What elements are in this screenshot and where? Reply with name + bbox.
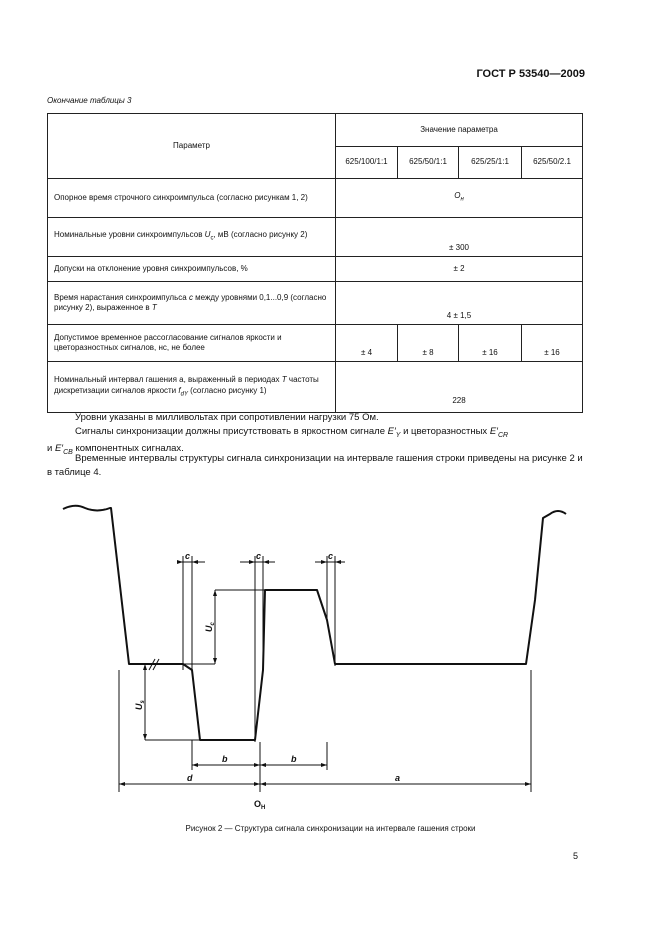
value-cell: ± 300 [336,218,583,257]
table-row [48,282,583,325]
table-row [48,325,583,362]
param-cell: Допустимое временное рассогласование сигналов яркости и цветоразностных сигналов, нс, не более [48,325,336,362]
value-cell: ± 8 [398,325,459,362]
label-b1: b [222,754,228,764]
table-row [48,179,583,218]
svg-text:Us: $U_s$ [134,700,146,710]
label-uc [204,622,216,633]
value-cell: 228 [336,362,583,413]
table-row [48,218,583,257]
param-cell: Номинальные уровни синхроимпульсов $U_c$, мВ (согласно рисунку 2) [48,218,336,257]
label-c1: c [185,551,191,561]
paragraph-load: Уровни указаны в милливольтах при сопротивлении нагрузки 75 Ом. [75,412,379,423]
page-number: 5 [573,851,579,861]
label-c2: c [256,551,262,561]
arrow-head [254,782,260,786]
arrow-head [321,763,327,767]
paragraph-sync-signals: Сигналы синхронизации должны присутствовать в яркостном сигнале $E'_Y$ и цветоразностных $E'_{CR}$ и $E'_{CB}$ компонентных сигналах. [47,426,509,457]
value-cell: 4 ± 1,5 [336,282,583,325]
column-header: 625/25/1:1 [459,146,522,179]
arrow-head [119,782,125,786]
table-row [48,362,583,413]
param-header-cell: Параметр [48,114,336,179]
table-caption: Окончание таблицы 3 [47,96,132,105]
arrow-head [263,560,269,564]
paragraph-time-intervals: Временные интервалы структуры сигнала синхронизации на интервале гашения строки приведены на рисунке 2 и в таблице 4. [47,453,583,478]
arrow-head [192,560,198,564]
parameters-table [47,113,583,413]
column-header: 625/100/1:1 [336,146,398,179]
label-d: d [187,773,193,783]
arrow-head [335,560,341,564]
column-header: 625/50/2.1 [522,146,583,179]
arrow-head [213,590,217,596]
label-us [134,700,146,711]
arrow-head [213,658,217,664]
arrow-head [254,763,260,767]
label-oh: $O_H$ [254,799,266,811]
arrow-head [260,782,266,786]
param-cell: Опорное время строчного синхроимпульса (согласно рисункам 1, 2) [48,179,336,218]
table-row [48,257,583,282]
label-c3: c [328,551,334,561]
value-cell: ± 4 [336,325,398,362]
arrow-head [249,560,255,564]
column-header: 625/50/1:1 [398,146,459,179]
value-cell: ± 16 [522,325,583,362]
standard-header: ГОСТ Р 53540—2009 [476,68,585,80]
arrow-head [260,763,266,767]
figure-caption: Рисунок 2 — Структура сигнала синхронизации на интервале гашения строки [185,824,476,833]
label-b2: b [291,754,297,764]
sync-signal-diagram [55,500,585,820]
arrow-head [192,763,198,767]
svg-text:Uc: $U_c$ [204,622,216,632]
param-cell: Номинальный интервал гашения a, выраженный в периодах T частоты дискретизации сигналов яркости $f_{dY}$ (согласно рисунку 1) [48,362,336,413]
value-cell: ± 2 [336,257,583,282]
value-cell: $O_н$ [336,179,583,218]
arrow-head [143,734,147,740]
param-cell: Допуски на отклонение уровня синхроимпульсов, % [48,257,336,282]
arrow-head [177,560,183,564]
arrow-head [321,560,327,564]
arrow-head [525,782,531,786]
param-cell: Время нарастания синхроимпульса c между уровнями 0,1...0,9 (согласно рисунку 2), выраженное в T [48,282,336,325]
label-a: a [395,773,401,783]
value-cell: ± 16 [459,325,522,362]
table-header-row [48,114,583,147]
value-header-cell: Значение параметра [336,114,583,147]
